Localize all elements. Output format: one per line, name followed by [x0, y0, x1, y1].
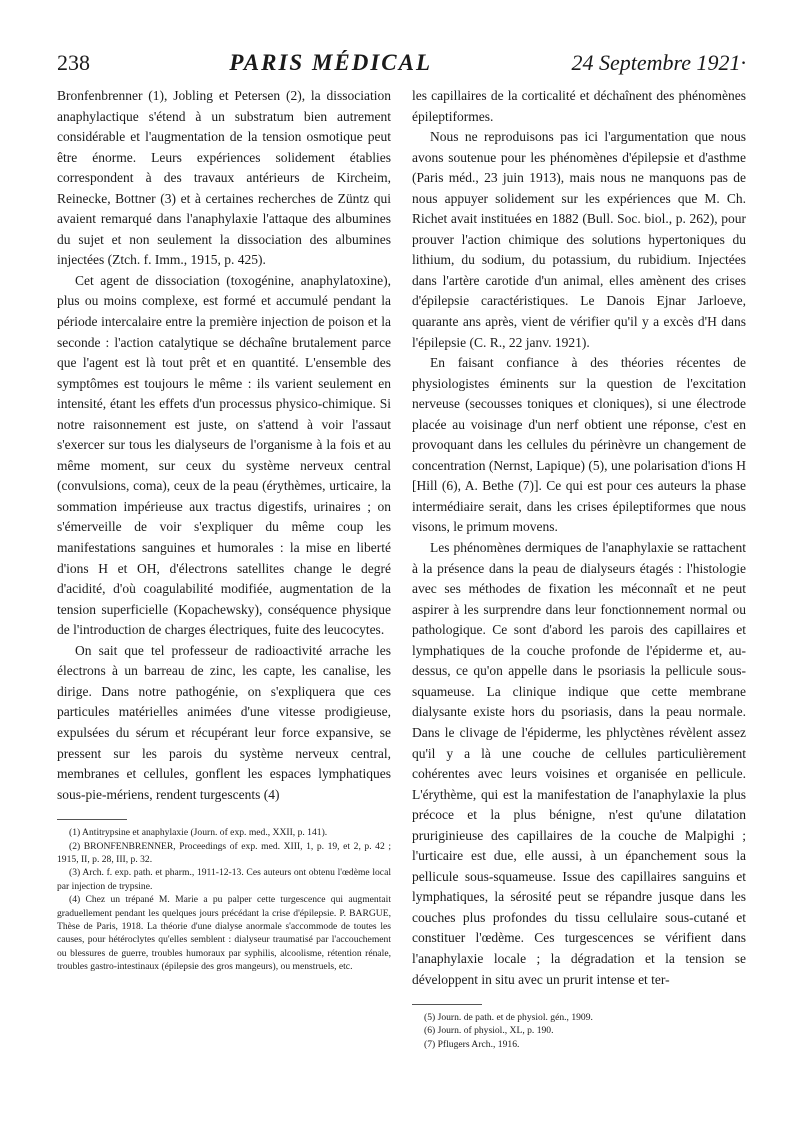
body-paragraph: Nous ne reproduisons pas ici l'argumentation que nous avons soutenue pour les phénomènes d'épilepsie et d'asthme (Paris méd., 23 juin 1913), mais nous ne manquons pas de nous appuyer solidement sur les expériences que M. Ch. Richet avait instituées en 1882 (Bull. Soc. biol., p. 262), pour prouver l'action chimique des solutions hypertoniques du lithium, du sodium, du potassium, du rubidium. Injectées dans l'artère carotide d'un animal, elles amènent des crises d'épilepsie caractéristiques. Le Danois Ejnar Jarloeve, quarante ans après, vient de vérifier qu'il y a excès d'H dans l'épilepsie (C. R., 22 janv. 1921). — [412, 129, 746, 350]
two-column-body — [57, 86, 746, 1051]
footnote: (2) BRONFENBRENNER, Proceedings of exp. med. XIII, 1, p. 19, et 2, p. 42 ; 1915, II, p. 28, III, p. 32. — [57, 840, 391, 865]
page-number: 238 — [57, 50, 90, 75]
body-paragraph: Cet agent de dissociation (toxogénine, anaphylatoxine), plus ou moins complexe, est formé et accumulé pendant la période intercalaire entre la première injection de poison et la seconde : l'action catalytique se déchaîne brutalement parce que l'agent est là tout prêt et en quantité. L'ensemble des symptômes est toujours le même : ils varient seulement en intensité, étant les effets d'un processus physico-chimique. Si notre raisonnement est juste, on s'attend à voir l'assaut s'exercer sur tous les dialyseurs de l'organisme à la fois et au même moment, sur ceux du système nerveux central (convulsions, coma), ceux de la peau (érythèmes, urticaire, la sommation impérieuse aux tractus digestifs, urinaires ; on s'émerveille de voir s'expliquer du même coup les manifestations sanguines et humorales : la mise en liberté d'ions H et OH, d'électrons satellites change le degré d'acidité, d'où coagulabilité modifiée, augmentation de la tension superficielle (Kopachewsky), conséquence physique de l'introduction de charges électriques, fuite des leucocytes. — [57, 272, 391, 638]
footnote: (7) Pflugers Arch., 1916. — [424, 1038, 520, 1050]
footnote: (6) Journ. of physiol., XL, p. 190. — [424, 1025, 554, 1037]
right-column — [412, 86, 746, 1051]
footnote: (5) Journ. de path. et de physiol. gén., 1909. — [424, 1012, 593, 1024]
journal-title: PARIS MÉDICAL — [229, 50, 433, 75]
footnote: (4) Chez un trépané M. Marie a pu palper cette turgescence qui augmentait graduellement pendant les quelques jours précédant la crise d'épilepsie. P. BARGUE, Thèse de Paris, 1918. La théorie d'une dialyse anormale s'accommode de toutes les causes, pour hétéroclytes qu'elles semblent : dialyseur traumatisé par l'accouchement ou blessures de guerre, troubles humoraux par syphilis, alcoolisme, rétention rénale, troubles gastro-intestinaux (épilepsie des gros mangeurs), ou menstruels, etc. — [57, 894, 391, 973]
body-paragraph: les capillaires de la corticalité et déchaînent des phénomènes épileptiformes. — [412, 88, 746, 124]
issue-date: 24 Septembre 1921· — [571, 50, 746, 75]
running-header — [57, 50, 746, 84]
left-column — [57, 86, 391, 1051]
body-paragraph: En faisant confiance à des théories récentes de physiologistes éminents sur la question de l'excitation nerveuse (secousses toniques et cloniques), si une électrode placée au voisinage d'un nerf obtient une réponse, c'est en provoquant dans les cellules du périnèvre un changement de concentration (Nernst, Lapique) (5), une polarisation d'ions H [Hill (6), A. Bethe (7)]. Ce qui est pour ces auteurs la phase intermédiaire serait, dans les crises épileptiformes que nous visons, le primum movens. — [412, 355, 746, 535]
footnote-divider — [412, 1004, 482, 1005]
footnote: (3) Arch. f. exp. path. et pharm., 1911-12-13. Ces auteurs ont obtenu l'œdème local par injection de trypsine. — [57, 867, 391, 892]
body-paragraph: On sait que tel professeur de radioactivité arrache les électrons à un barreau de zinc, les capte, les canalise, les dirige. Dans notre pathogénie, on s'expliquera que ces particules matérielles animées d'une vitesse prodigieuse, expulsées du sérum et récupérant leur force expansive, se pressent sur les parois du système nerveux central, membranes et cellules, gonflent les espaces lymphatiques sous-pie-mériens, rendent turgescents (4) — [57, 642, 391, 802]
body-paragraph: Les phénomènes dermiques de l'anaphylaxie se rattachent à la présence dans la peau de dialyseurs étagés : l'histologie avec ses méthodes de fixation les méconnaît et ne peut aspirer à les surprendre dans leur fonctionnement normal ou pathologique. Ce sont d'abord les parois des capillaires et lymphatiques de la couche profonde de l'épiderme et, au-dessus, ce qu'on appelle dans le psoriasis la pellicule sous-squameuse. La clinique indique que cette membrane dialysante existe hors du psoriasis, dans la peau normale. Dans le clivage de l'épiderme, les phlyctènes révèlent assez qu'il y a là une couche de cellules particulièrement cohérentes avec leurs voisines et organisée en pellicule. L'érythème, qui est la manifestation de l'anaphylaxie la plus précoce et la plus bénigne, n'est qu'une dilatation pruriginieuse des capillaires de la couche de Malpighi ; l'urticaire est due, elle aussi, à un épanchement sous la pellicule sous-squameuse. Issue des capillaires sanguins et lymphatiques, la sérosité peut se répandre jusque dans les couches plus profondes du tissu cellulaire sous-cutané et constituer l'œdème. Ces turgescences se vérifient dans l'anaphylaxie locale ; la dégradation et la tension se développent in situ avec un prurit intense et ter- — [412, 540, 746, 987]
body-paragraph: Bronfenbrenner (1), Jobling et Petersen (2), la dissociation anaphylactique s'étend à un substratum bien autrement considérable et l'augmentation de la tension osmotique peut être énorme. Leurs expériences solidement établies correspondent à des travaux antérieurs de Kircheim, Reinecke, Bottner (3) et à certaines recherches de Züntz qui avaient remarqué dans l'anaphylaxie l'attaque des albumines du sujet et non seulement la dissociation des albumines injectées (Ztch. f. Imm., 1915, p. 425). — [57, 88, 391, 268]
footnote-divider — [57, 819, 127, 820]
footnote: (1) Antitrypsine et anaphylaxie (Journ. of exp. med., XXII, p. 141). — [69, 827, 328, 839]
